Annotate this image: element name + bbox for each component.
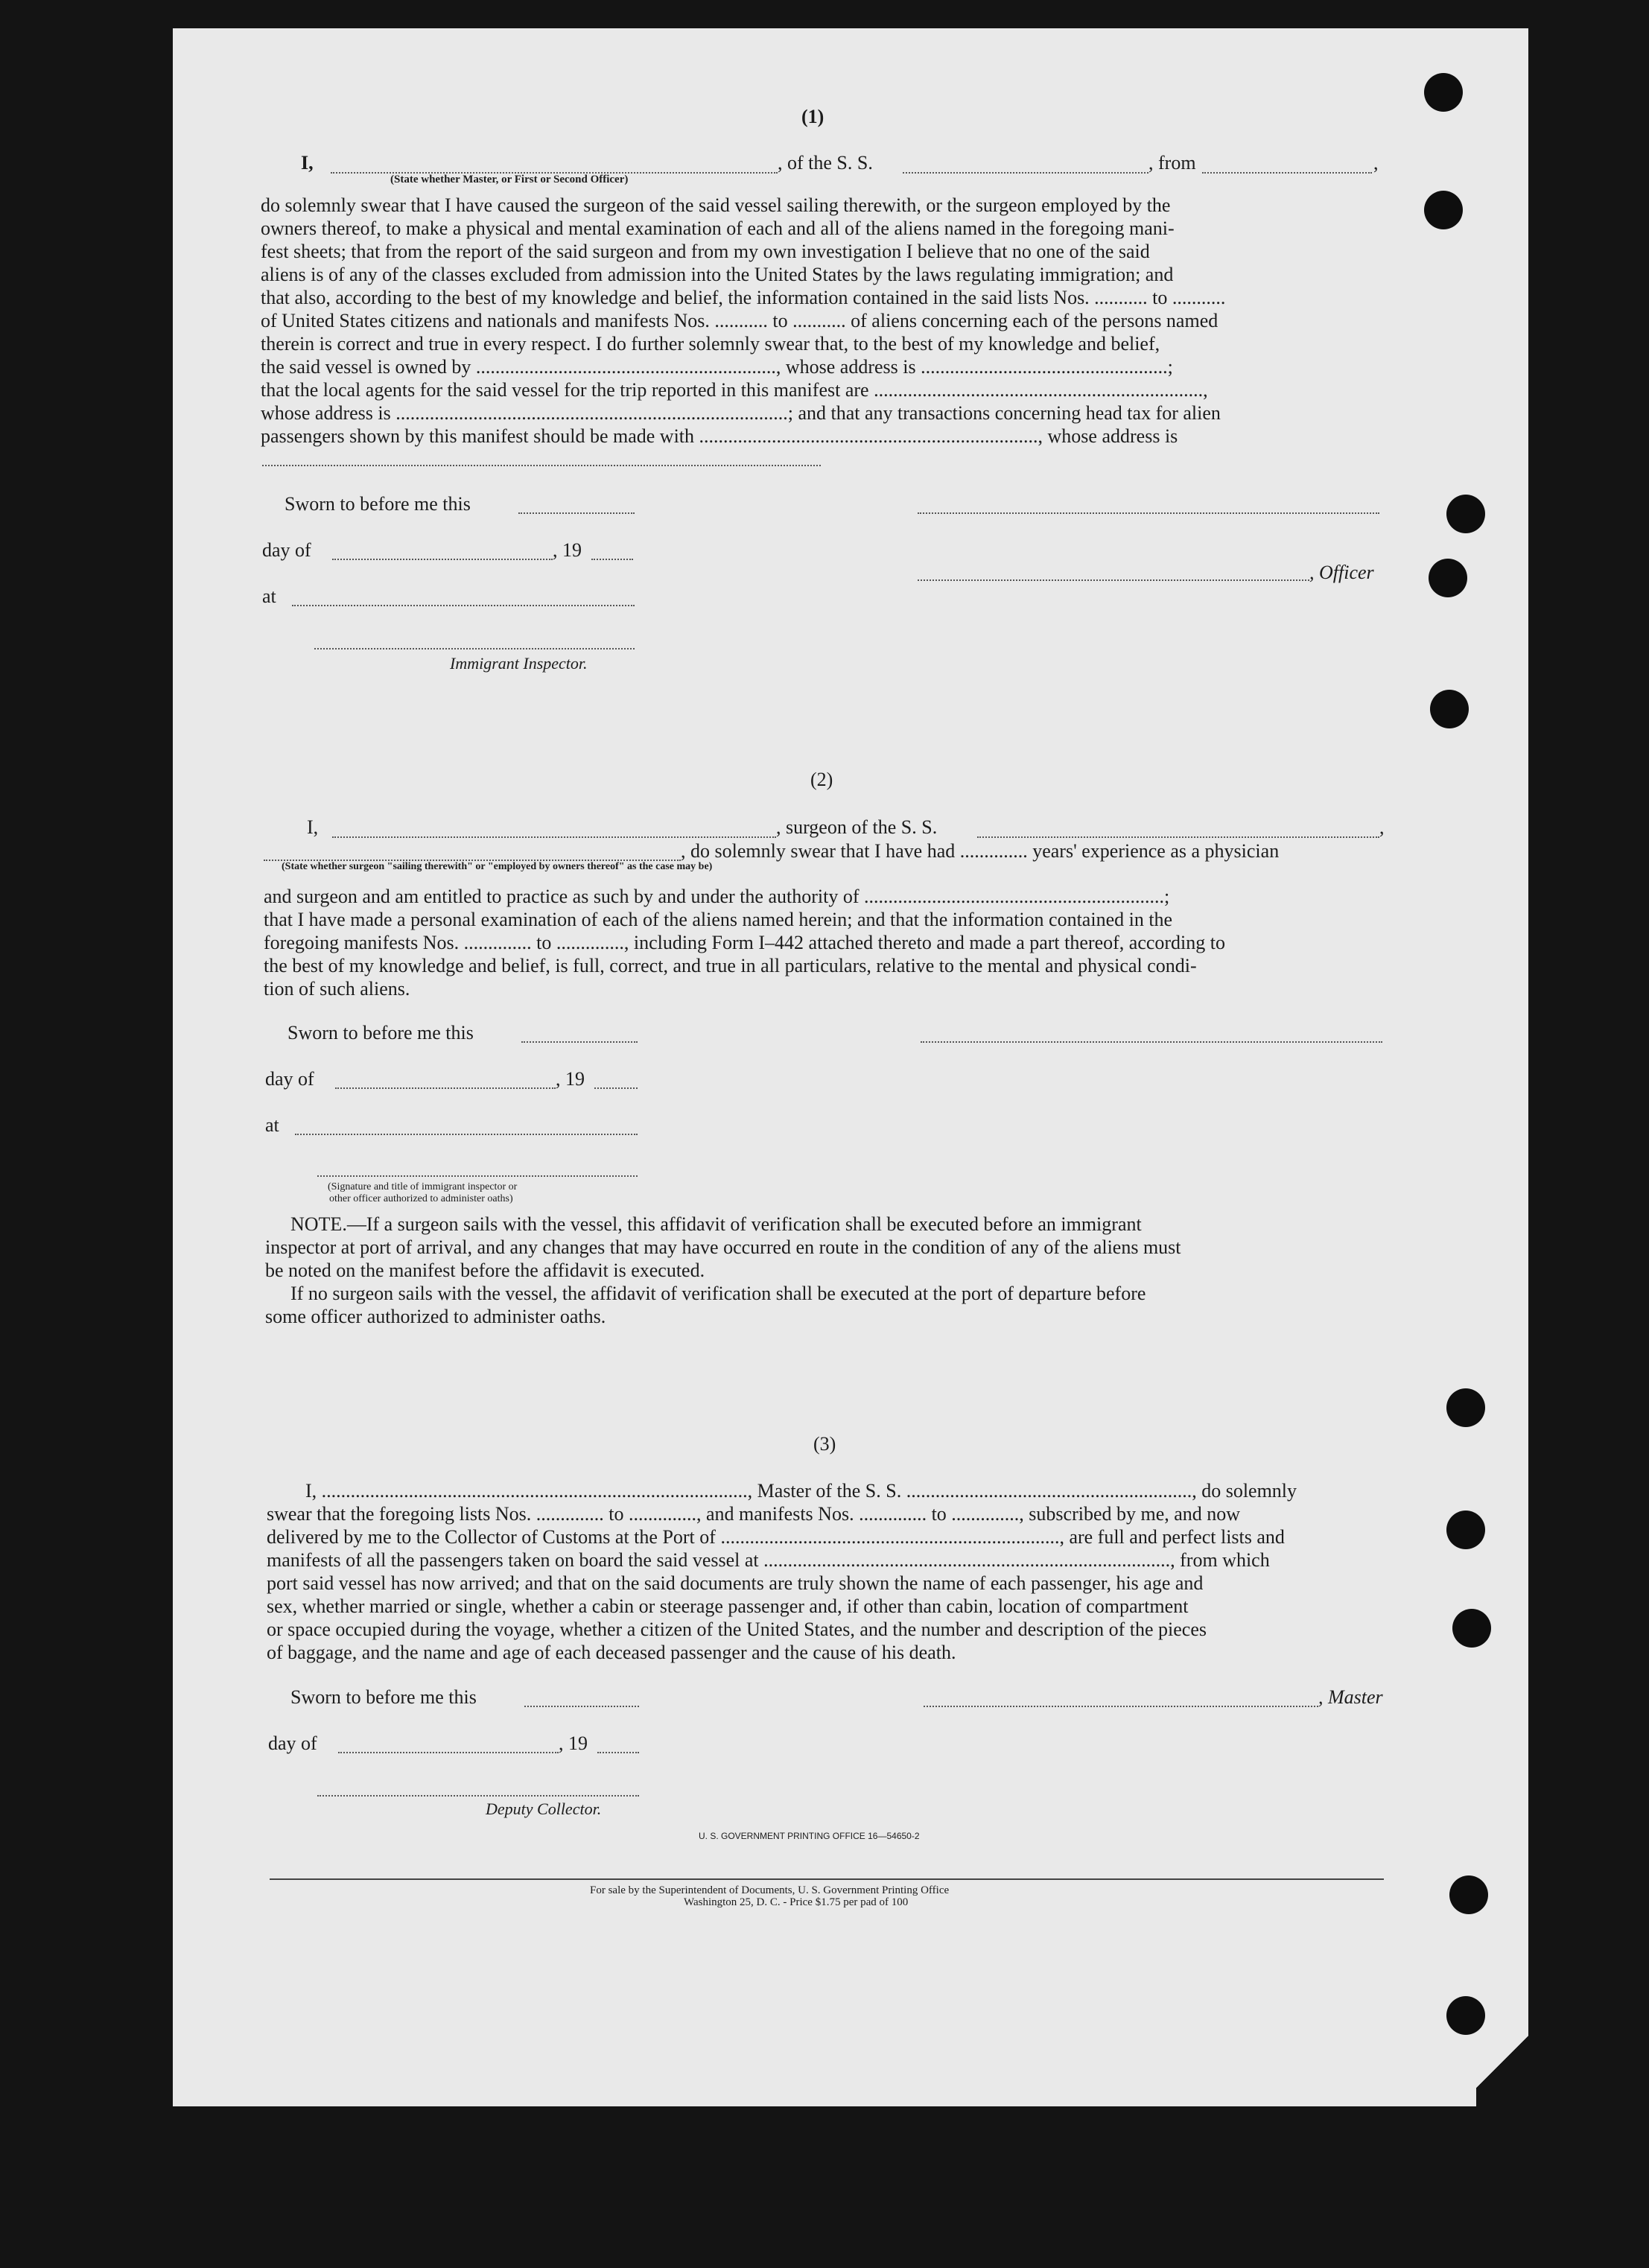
s1-day-of-label: day of bbox=[262, 539, 311, 561]
punch-hole bbox=[1429, 559, 1467, 597]
s1-body-line: aliens is of any of the classes excluded from admission into the United States by the laws regulating immigration; and bbox=[261, 264, 1174, 285]
s1-body bbox=[261, 194, 1378, 448]
s1-sworn-date-field[interactable] bbox=[518, 512, 635, 514]
s1-body-line: of United States citizens and nationals and manifests Nos. ........... to ........... of aliens concerning each of the persons named bbox=[261, 310, 1219, 331]
s2-at-field[interactable] bbox=[295, 1134, 638, 1135]
s2-year-field[interactable] bbox=[594, 1087, 638, 1089]
s3-day-of-label: day of bbox=[268, 1732, 317, 1754]
s1-sworn-label: Sworn to before me this bbox=[285, 493, 471, 515]
punch-hole bbox=[1452, 1609, 1491, 1648]
s3-body-line: or space occupied during the voyage, whether a citizen of the United States, and the number and description of the pieces bbox=[267, 1619, 1207, 1640]
s2-surgeon-of-label: , surgeon of the S. S. bbox=[776, 816, 938, 838]
s2-day-of-label: day of bbox=[265, 1068, 314, 1090]
s1-officer-sig-line-2[interactable] bbox=[918, 579, 1309, 581]
punch-hole bbox=[1430, 690, 1469, 728]
gpo-imprint: U. S. GOVERNMENT PRINTING OFFICE 16—54650-2 bbox=[699, 1831, 920, 1841]
s2-inspector-sig-line[interactable] bbox=[317, 1175, 638, 1177]
s1-body-line: whose address is .................................................................................; and that any transactions concerning head tax for alien bbox=[261, 402, 1221, 424]
s2-note-line: be noted on the manifest before the affidavit is executed. bbox=[265, 1260, 705, 1281]
s3-day-of-field[interactable] bbox=[338, 1752, 559, 1753]
s2-note-line: NOTE.—If a surgeon sails with the vessel, this affidavit of verification shall be executed before an immigrant bbox=[290, 1213, 1142, 1235]
s1-body-line: do solemnly swear that I have caused the surgeon of the said vessel sailing therewith, or the surgeon employed by the bbox=[261, 194, 1171, 216]
s2-line2: , do solemnly swear that I have had .............. years' experience as a physician bbox=[681, 840, 1280, 862]
s2-note bbox=[265, 1213, 1382, 1328]
s2-signature-line[interactable] bbox=[921, 1041, 1382, 1043]
s1-body-line: that also, according to the best of my knowledge and belief, the information contained in the said lists Nos. ........... to ........... bbox=[261, 287, 1226, 308]
s2-vessel-field[interactable] bbox=[977, 836, 1379, 838]
s1-body-line: passengers shown by this manifest should be made with ......................................................................, whose address is bbox=[261, 425, 1178, 447]
sale-line-1: For sale by the Superintendent of Documents, U. S. Government Printing Office bbox=[590, 1884, 950, 1896]
s2-surgeon-name-field[interactable] bbox=[332, 836, 776, 838]
s1-body-line: owners thereof, to make a physical and mental examination of each and all of the aliens named in the foregoing mani- bbox=[261, 217, 1175, 239]
page-fold bbox=[1476, 2017, 1528, 2106]
s1-year-label: , 19 bbox=[553, 539, 582, 561]
s1-i-label: I, bbox=[301, 152, 314, 174]
s3-body-line: swear that the foregoing lists Nos. .............. to .............., and manifests Nos. .............. to .............., subscribed by me, and now bbox=[267, 1503, 1241, 1525]
s1-body-line: the said vessel is owned by .............................................................., whose address is ...................................................; bbox=[261, 356, 1173, 378]
s2-note-line: If no surgeon sails with the vessel, the affidavit of verification shall be executed at the port of departure before bbox=[290, 1283, 1146, 1304]
section-3-heading: (3) bbox=[813, 1433, 836, 1455]
punch-hole bbox=[1446, 1996, 1485, 2035]
s1-vessel-field[interactable] bbox=[903, 172, 1148, 174]
s1-body-line: therein is correct and true in every respect. I do further solemnly swear that, to the best of my knowledge and belief, bbox=[261, 333, 1160, 355]
punch-hole bbox=[1424, 191, 1463, 229]
punch-hole bbox=[1424, 73, 1463, 112]
s2-sig-note-2: other officer authorized to administer oaths) bbox=[329, 1193, 513, 1204]
s2-comma: , bbox=[1379, 816, 1385, 838]
s3-body-line: manifests of all the passengers taken on board the said vessel at ...................................................................................., from which bbox=[267, 1549, 1270, 1571]
s1-at-field[interactable] bbox=[292, 605, 635, 606]
s2-body-line: that I have made a personal examination of each of the aliens named herein; and that the information contained in the bbox=[264, 909, 1173, 930]
punch-hole bbox=[1446, 495, 1485, 533]
s2-at-label: at bbox=[265, 1114, 279, 1136]
punch-hole bbox=[1449, 1875, 1488, 1914]
s3-collector-sig-line[interactable] bbox=[317, 1795, 639, 1797]
s3-sworn-label: Sworn to before me this bbox=[290, 1686, 477, 1708]
s2-note-line: inspector at port of arrival, and any changes that may have occurred en route in the condition of any of the aliens must bbox=[265, 1236, 1181, 1258]
punch-hole bbox=[1446, 1511, 1485, 1549]
s3-collector-label: Deputy Collector. bbox=[486, 1800, 602, 1818]
s2-body bbox=[264, 885, 1381, 1000]
s3-body-line: of baggage, and the name and age of each deceased passenger and the cause of his death. bbox=[267, 1642, 956, 1663]
s3-body-line: port said vessel has now arrived; and that on the said documents are truly shown the name of each passenger, his age and bbox=[267, 1572, 1204, 1594]
s1-of-ss-label: , of the S. S. bbox=[778, 152, 873, 174]
s2-year-label: , 19 bbox=[556, 1068, 585, 1090]
footer-rule bbox=[270, 1878, 1384, 1880]
s1-body-line: fest sheets; that from the report of the said surgeon and from my own investigation I believe that no one of the said bbox=[261, 241, 1150, 262]
section-2-heading: (2) bbox=[810, 769, 833, 790]
s1-inspector-label: Immigrant Inspector. bbox=[450, 654, 588, 673]
s3-body-line: I, ........................................................................................, Master of the S. S. ..........................................................., do solemnly bbox=[305, 1480, 1297, 1502]
s1-inspector-sig-line[interactable] bbox=[314, 648, 635, 649]
section-1-heading: (1) bbox=[801, 106, 824, 127]
s1-address-continuation-field[interactable] bbox=[262, 465, 821, 466]
s1-day-of-field[interactable] bbox=[332, 559, 553, 560]
s2-sworn-label: Sworn to before me this bbox=[287, 1022, 474, 1044]
s3-body-line: delivered by me to the Collector of Customs at the Port of ......................................................................, are full and perfect lists and bbox=[267, 1526, 1285, 1548]
punch-hole bbox=[1446, 1388, 1485, 1427]
s2-sig-note-1: (Signature and title of immigrant inspector or bbox=[328, 1181, 518, 1192]
s3-body-line: sex, whether married or single, whether a cabin or steerage passenger and, if other than cabin, location of compartment bbox=[267, 1595, 1189, 1617]
s3-body bbox=[267, 1479, 1384, 1664]
s2-i-label: I, bbox=[307, 816, 319, 838]
s2-body-line: and surgeon and am entitled to practice as such by and under the authority of ..............................................................; bbox=[264, 886, 1170, 907]
s1-note-under: (State whether Master, or First or Second Officer) bbox=[390, 174, 629, 185]
s3-master-label: , Master bbox=[1318, 1686, 1383, 1708]
s2-body-line: tion of such aliens. bbox=[264, 978, 410, 1000]
s1-from-label: , from bbox=[1148, 152, 1196, 174]
form-sheet bbox=[173, 28, 1528, 2106]
s3-year-label: , 19 bbox=[559, 1732, 588, 1754]
s1-officer-label: , Officer bbox=[1309, 562, 1374, 583]
s1-comma: , bbox=[1373, 152, 1379, 174]
s2-day-of-field[interactable] bbox=[335, 1087, 556, 1089]
sale-line-2: Washington 25, D. C. - Price $1.75 per pad of 100 bbox=[684, 1896, 909, 1908]
s3-sworn-date-field[interactable] bbox=[524, 1706, 639, 1707]
s2-sworn-date-field[interactable] bbox=[521, 1041, 638, 1043]
s1-from-field[interactable] bbox=[1202, 172, 1372, 174]
s2-note-under: (State whether surgeon "sailing therewith" or "employed by owners thereof" as the case may be) bbox=[282, 861, 713, 872]
s2-note-line: some officer authorized to administer oaths. bbox=[265, 1306, 606, 1327]
s1-year-field[interactable] bbox=[591, 559, 633, 560]
s2-body-line: the best of my knowledge and belief, is full, correct, and true in all particulars, relative to the mental and physical condi- bbox=[264, 955, 1197, 976]
s2-body-line: foregoing manifests Nos. .............. to .............., including Form I–442 attached thereto and made a part thereof, according to bbox=[264, 932, 1225, 953]
s3-master-sig-line[interactable] bbox=[924, 1706, 1318, 1707]
s1-at-label: at bbox=[262, 585, 276, 607]
s3-year-field[interactable] bbox=[597, 1752, 639, 1753]
s1-officer-sig-line-1[interactable] bbox=[918, 512, 1379, 514]
s1-body-line: that the local agents for the said vessel for the trip reported in this manifest are ...................................................................., bbox=[261, 379, 1208, 401]
